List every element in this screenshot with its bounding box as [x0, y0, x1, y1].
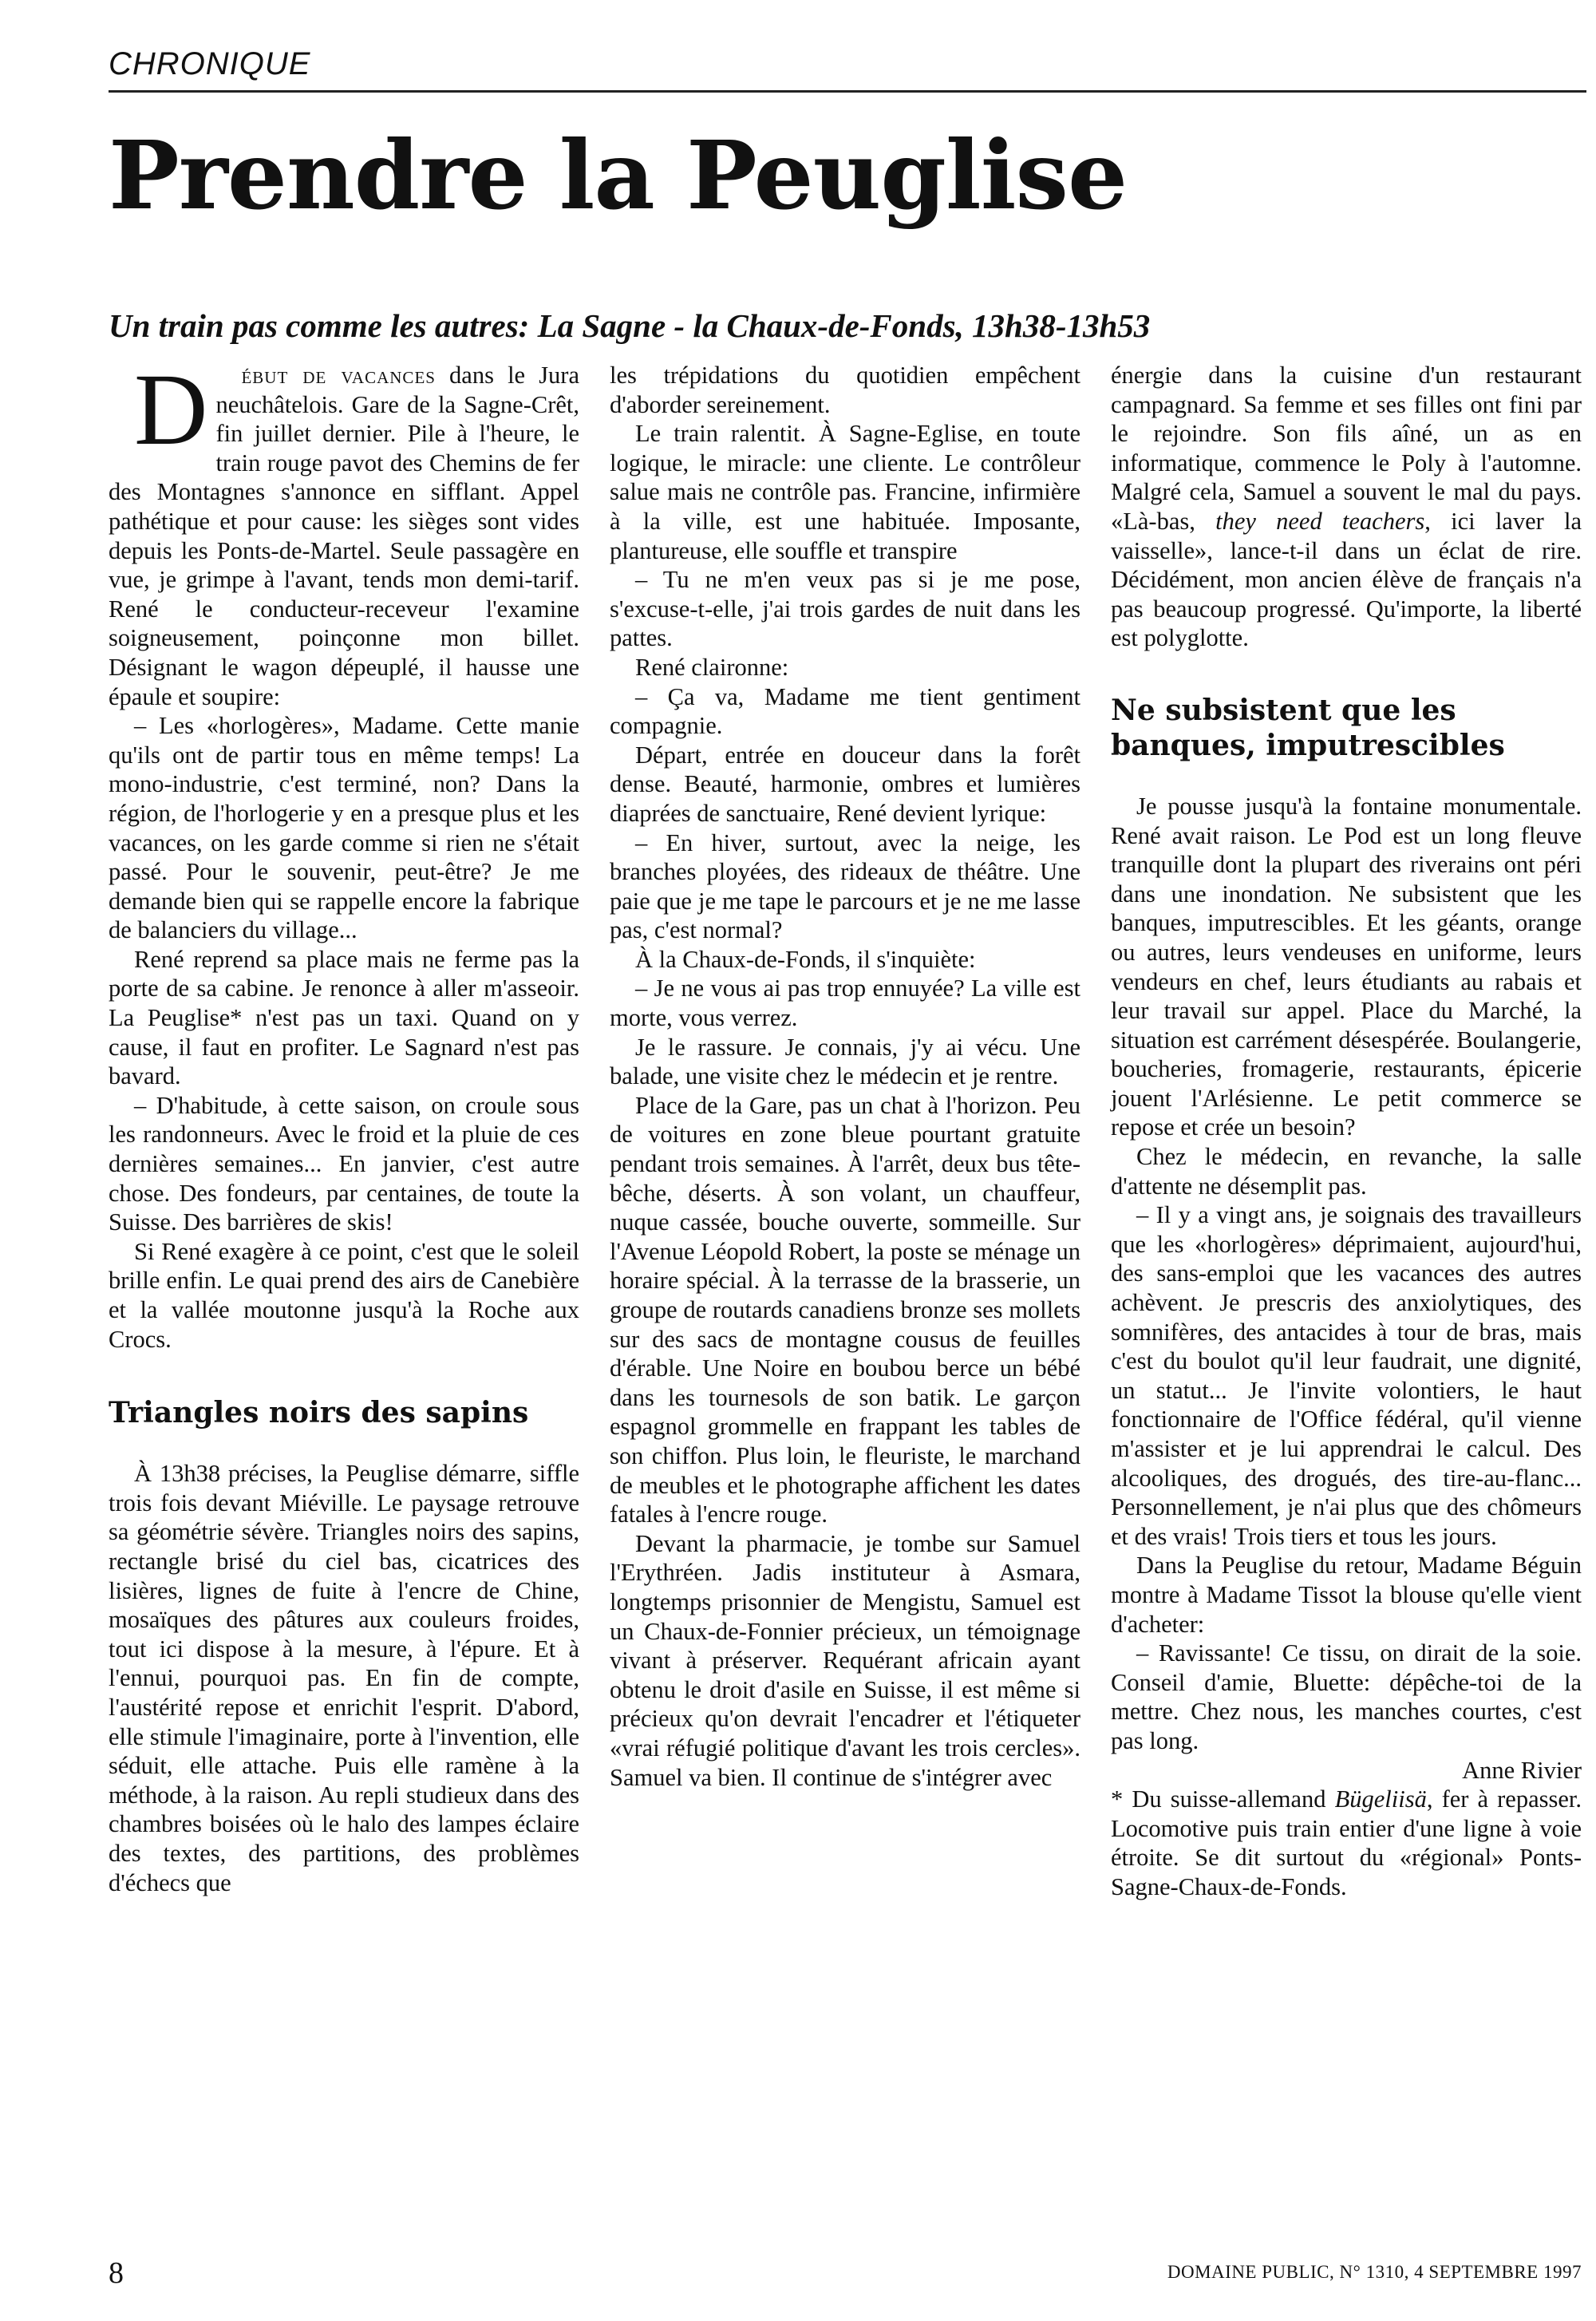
intro-text: dans le Jura neuchâtelois. Gare de la Sagne-Crêt, fin juillet dernier. Pile à l'heure, le train rouge pavot des Chemins de fer des Montagnes s'annonce en sifflant. Appel pathétique et pour cause: les sièges sont vides depuis les Ponts-de-Martel. Seule passagère en vue, je grimpe à l'avant, tends mon demi-tarif. René le conducteur-receveur l'examine soigneusement, poinçonne mon billet. Désignant le wagon dépeuplé, il hausse une épaule et soupire:	[109, 362, 580, 710]
author-signature: Anne Rivier	[1462, 1756, 1582, 1784]
article-subtitle: Un train pas comme les autres: La Sagne - la Chaux-de-Fonds, 13h38-13h53	[109, 307, 1151, 344]
intro-paragraph	[109, 353, 580, 711]
subheading-triangles: Triangles noirs des sapins	[109, 1396, 529, 1430]
column-3	[1111, 361, 1582, 1902]
paragraph: Si René exagère à ce point, c'est que le soleil brille enfin. Le quai prend des airs de Canebière et la vallée moutonne jusqu'à la Roche aux Crocs.	[109, 1237, 579, 1353]
paragraph: Je le rassure. Je connais, j'y ai vécu. Une balade, une visite chez le médecin et je rentre.	[610, 1033, 1080, 1090]
paragraph: Chez le médecin, en revanche, la salle d'attente ne désemplit pas.	[1111, 1143, 1582, 1200]
paragraph: Place de la Gare, pas un chat à l'horizon. Peu de voitures en zone bleue pourtant gratuite pendant trois semaines. À l'arrêt, deux bus tête-bêche, déserts. À son volant, un chauffeur, nuque cassée, bouche ouverte, sommeille. Sur l'Avenue Léopold Robert, la poste se ménage un horaire spécial. À la terrasse de la brasserie, un groupe de routards canadiens bronze ses mollets sur des sacs de montagne cousus de feuilles d'érable. Une Noire en boubou berce un bébé dans les tournesols de son batik. Le garçon espagnol grommelle en frappant les tables de son chiffon. Plus loin, le fleuriste, le marchand de meubles et le photographe affichent les dates fatales à l'encre rouge.	[610, 1091, 1080, 1528]
column-2	[610, 361, 1080, 1792]
paragraph: À la Chaux-de-Fonds, il s'inquiète:	[635, 945, 976, 973]
paragraph: Devant la pharmacie, je tombe sur Samuel l'Erythréen. Jadis instituteur à Asmara, longtemps prisonnier de Mengistu, Samuel est un Chaux-de-Fonnier précieux, un témoignage vivant à préserver. Requérant africain ayant obtenu le droit d'asile en Suisse, il est même si précieux qu'on devrait l'encadrer et l'étiqueter «vrai réfugié politique d'avant les trois cercles». Samuel va bien. Il continue de s'intégrer avec	[610, 1529, 1080, 1791]
paragraph: Le train ralentit. À Sagne-Eglise, en toute logique, le miracle: une cliente. Le contrôleur salue mais ne contrôle pas. Francine, infirmière à la ville, est une habituée. Imposante, plantureuse, elle souffle et transpire	[610, 420, 1080, 564]
paragraph: À 13h38 précises, la Peuglise démarre, siffle trois fois devant Miéville. Le paysage retrouve sa géométrie sévère. Triangles noirs des sapins, rectangle brisé du ciel bas, cicatrices des lisières, lignes de fuite à l'encre de Chine, mosaïques des pâtures aux couleurs froides, tout ici dispose à la mesure, à l'épure. Et à l'ennui, pourquoi pas. En fin de compte, l'austérité repose et enrichit l'esprit. D'abord, elle stimule l'imaginaire, porte à l'invention, elle séduit, elle attache. Puis elle ramène à la méthode, à la raison. Au repli studieux dans des chambres boisées où le halo des lampes éclaire des textes, des partitions, des problèmes d'échecs que	[109, 1460, 579, 1896]
paragraph: – Ça va, Madame me tient gentiment compagnie.	[610, 682, 1080, 740]
publication-info: DOMAINE PUBLIC, N° 1310, 4 SEPTEMBRE 1997	[1167, 2262, 1582, 2282]
intro-smallcaps: ébut de vacances	[241, 362, 436, 389]
paragraph: énergie dans la cuisine d'un restaurant campagnard. Sa femme et ses filles ont fini par le rejoindre. Son fils aîné, un as en informatique, commence le Poly à l'automne. Malgré cela, Samuel a souvent le mal du pays. «Là-bas, they need teachers, ici laver la vaisselle», lance-t-il dans un éclat de rire. Décidément, mon ancien élève de français n'a pas beaucoup progressé. Qu'importe, la liberté est polyglotte.	[1111, 362, 1582, 652]
paragraph: Dans la Peuglise du retour, Madame Béguin montre à Madame Tissot la blouse qu'elle vient d'acheter:	[1111, 1552, 1582, 1638]
italic-text: Bügeliisä	[1334, 1785, 1427, 1813]
section-label: CHRONIQUE	[109, 46, 311, 81]
column-1	[109, 353, 580, 1897]
paragraph: Je pousse jusqu'à la fontaine monumentale. René avait raison. Le Pod est un long fleuve tranquille dont la plupart des riverains ont péri dans une inondation. Ne subsistent que les banques, imputrescibles. Et les géants, orange ou autres, leurs vendeuses en uniforme, leurs vendeurs en chef, leurs étudiants au rabais et leur travail sur appel. Place du Marché, la situation est carrément désespérée. Boulangerie, boucheries, fromagerie, restaurants, épicerie jouent l'Arlésienne. Le petit commerce se repose et crée un besoin?	[1111, 792, 1582, 1141]
drop-cap: D	[134, 353, 208, 466]
page-number: 8	[109, 2256, 124, 2290]
paragraph: – En hiver, surtout, avec la neige, les branches ployées, des rideaux de théâtre. Une paie que je me tape le parcours et je ne me lasse pas, c'est normal?	[610, 828, 1080, 944]
paragraph: René claironne:	[635, 653, 789, 681]
footnote-text: * Du suisse-allemand Bügeliisä, fer à repasser. Locomotive puis train entier d'une ligne à voie étroite. Se dit surtout du «régional» Ponts-Sagne-Chaux-de-Fonds.	[1111, 1785, 1582, 1900]
paragraph: – D'habitude, à cette saison, on croule sous les randonneurs. Avec le froid et la pluie de ces dernières semaines... En janvier, c'est autre chose. Des fondeurs, par centaines, de toute la Suisse. Des barrières de skis!	[109, 1091, 579, 1236]
paragraph: René reprend sa place mais ne ferme pas la porte de sa cabine. Je renonce à aller m'asseoir. La Peuglise* n'est pas un taxi. Quand on y cause, il faut en profiter. Le Sagnard n'est pas bavard.	[109, 945, 579, 1090]
header-rule	[109, 90, 1586, 93]
italic-text: they need teachers	[1215, 507, 1425, 535]
paragraph: – Je ne vous ai pas trop ennuyée? La ville est morte, vous verrez.	[610, 975, 1080, 1032]
paragraph: – Il y a vingt ans, je soignais des travailleurs que les «horlogères» déprimaient, aujourd'hui, des sans-emploi que les vacances des autres achèvent. Je prescris des anxiolytiques, des somnifères, des antacides à tour de bras, mais c'est du boulot qu'il leur faudrait, une dignité, un statut... Je l'invite volontiers, le haut fonctionnaire de l'Office fédéral, qu'il vienne m'assister et je lui apprendrai le calcul. Des alcooliques, des drogués, des tire-au-flanc... Personnellement, je n'ai plus que des chômeurs et des vrais! Trois tiers et tous les jours.	[1111, 1201, 1582, 1550]
paragraph: – Tu ne m'en veux pas si je me pose, s'excuse-t-elle, j'ai trois gardes de nuit dans les pattes.	[610, 566, 1080, 652]
paragraph: les trépidations du quotidien empêchent d'aborder sereinement.	[610, 362, 1080, 418]
paragraph: – Les «horlogères», Madame. Cette manie qu'ils ont de partir tous en même temps! La mono-industrie, c'est terminé, non? Dans la région, de l'horlogerie y en a presque plus et les vacances, on les garde comme si rien ne s'était passé. Pour le souvenir, peut-être? Je me demande bien qui se rappelle encore la fabrique de balanciers du village...	[109, 712, 579, 944]
header	[109, 46, 1586, 93]
article-title: Prendre la Peuglise	[109, 120, 1128, 231]
paragraph: Départ, entrée en douceur dans la forêt dense. Beauté, harmonie, ombres et lumières diaprées de sanctuaire, René devient lyrique:	[610, 741, 1080, 827]
footnote	[1111, 1785, 1582, 1901]
subheading-banques: Ne subsistent que les banques, imputrescibles	[1111, 693, 1505, 762]
paragraph: – Ravissante! Ce tissu, on dirait de la soie. Conseil d'amie, Bluette: dépêche-toi de la mettre. Chez nous, les manches courtes, c'est pas long.	[1111, 1639, 1582, 1754]
